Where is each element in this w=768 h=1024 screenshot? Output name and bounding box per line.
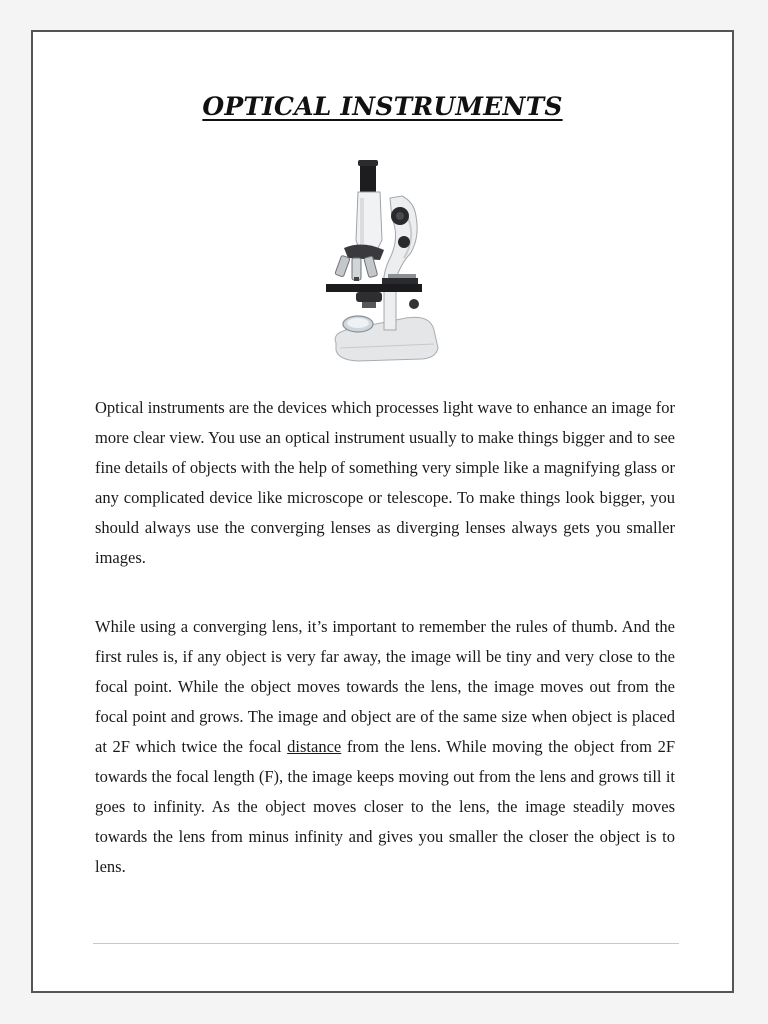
paragraph-rules-part1: While using a converging lens, it’s important to remember the rules of thumb. And the first rules is, if any object is very far away, the image will be tiny and very close to the focal point. While the object moves towards the lens, the image moves out from the focal point and grows. The image and object are of the same size when object is placed at 2F which twice the focal: [95, 617, 675, 756]
paragraph-intro: Optical instruments are the devices which processes light wave to enhance an image for more clear view. You use an optical instrument usually to make things bigger and to see fine details of objects with the help of something very simple like a magnifying glass or any complicated device like microscope or telescope. To make things look bigger, you should always use the converging lenses as diverging lenses always gets you smaller images.: [95, 398, 675, 567]
footer-divider: [93, 943, 679, 944]
paragraph-rules: [95, 612, 675, 882]
underlined-word-distance: distance: [287, 737, 342, 756]
microscope-icon: [318, 158, 448, 370]
page-title: OPTICAL INSTRUMENTS: [202, 92, 563, 121]
document-page: [31, 30, 734, 993]
paragraph-rules-part2: from the lens. While moving the object from 2F towards the focal length (F), the image keeps moving out from the lens and grows till it goes to infinity. As the object moves closer to the lens, the image steadily moves towards the lens from minus infinity and gives you smaller the closer the object is to lens.: [95, 737, 675, 876]
